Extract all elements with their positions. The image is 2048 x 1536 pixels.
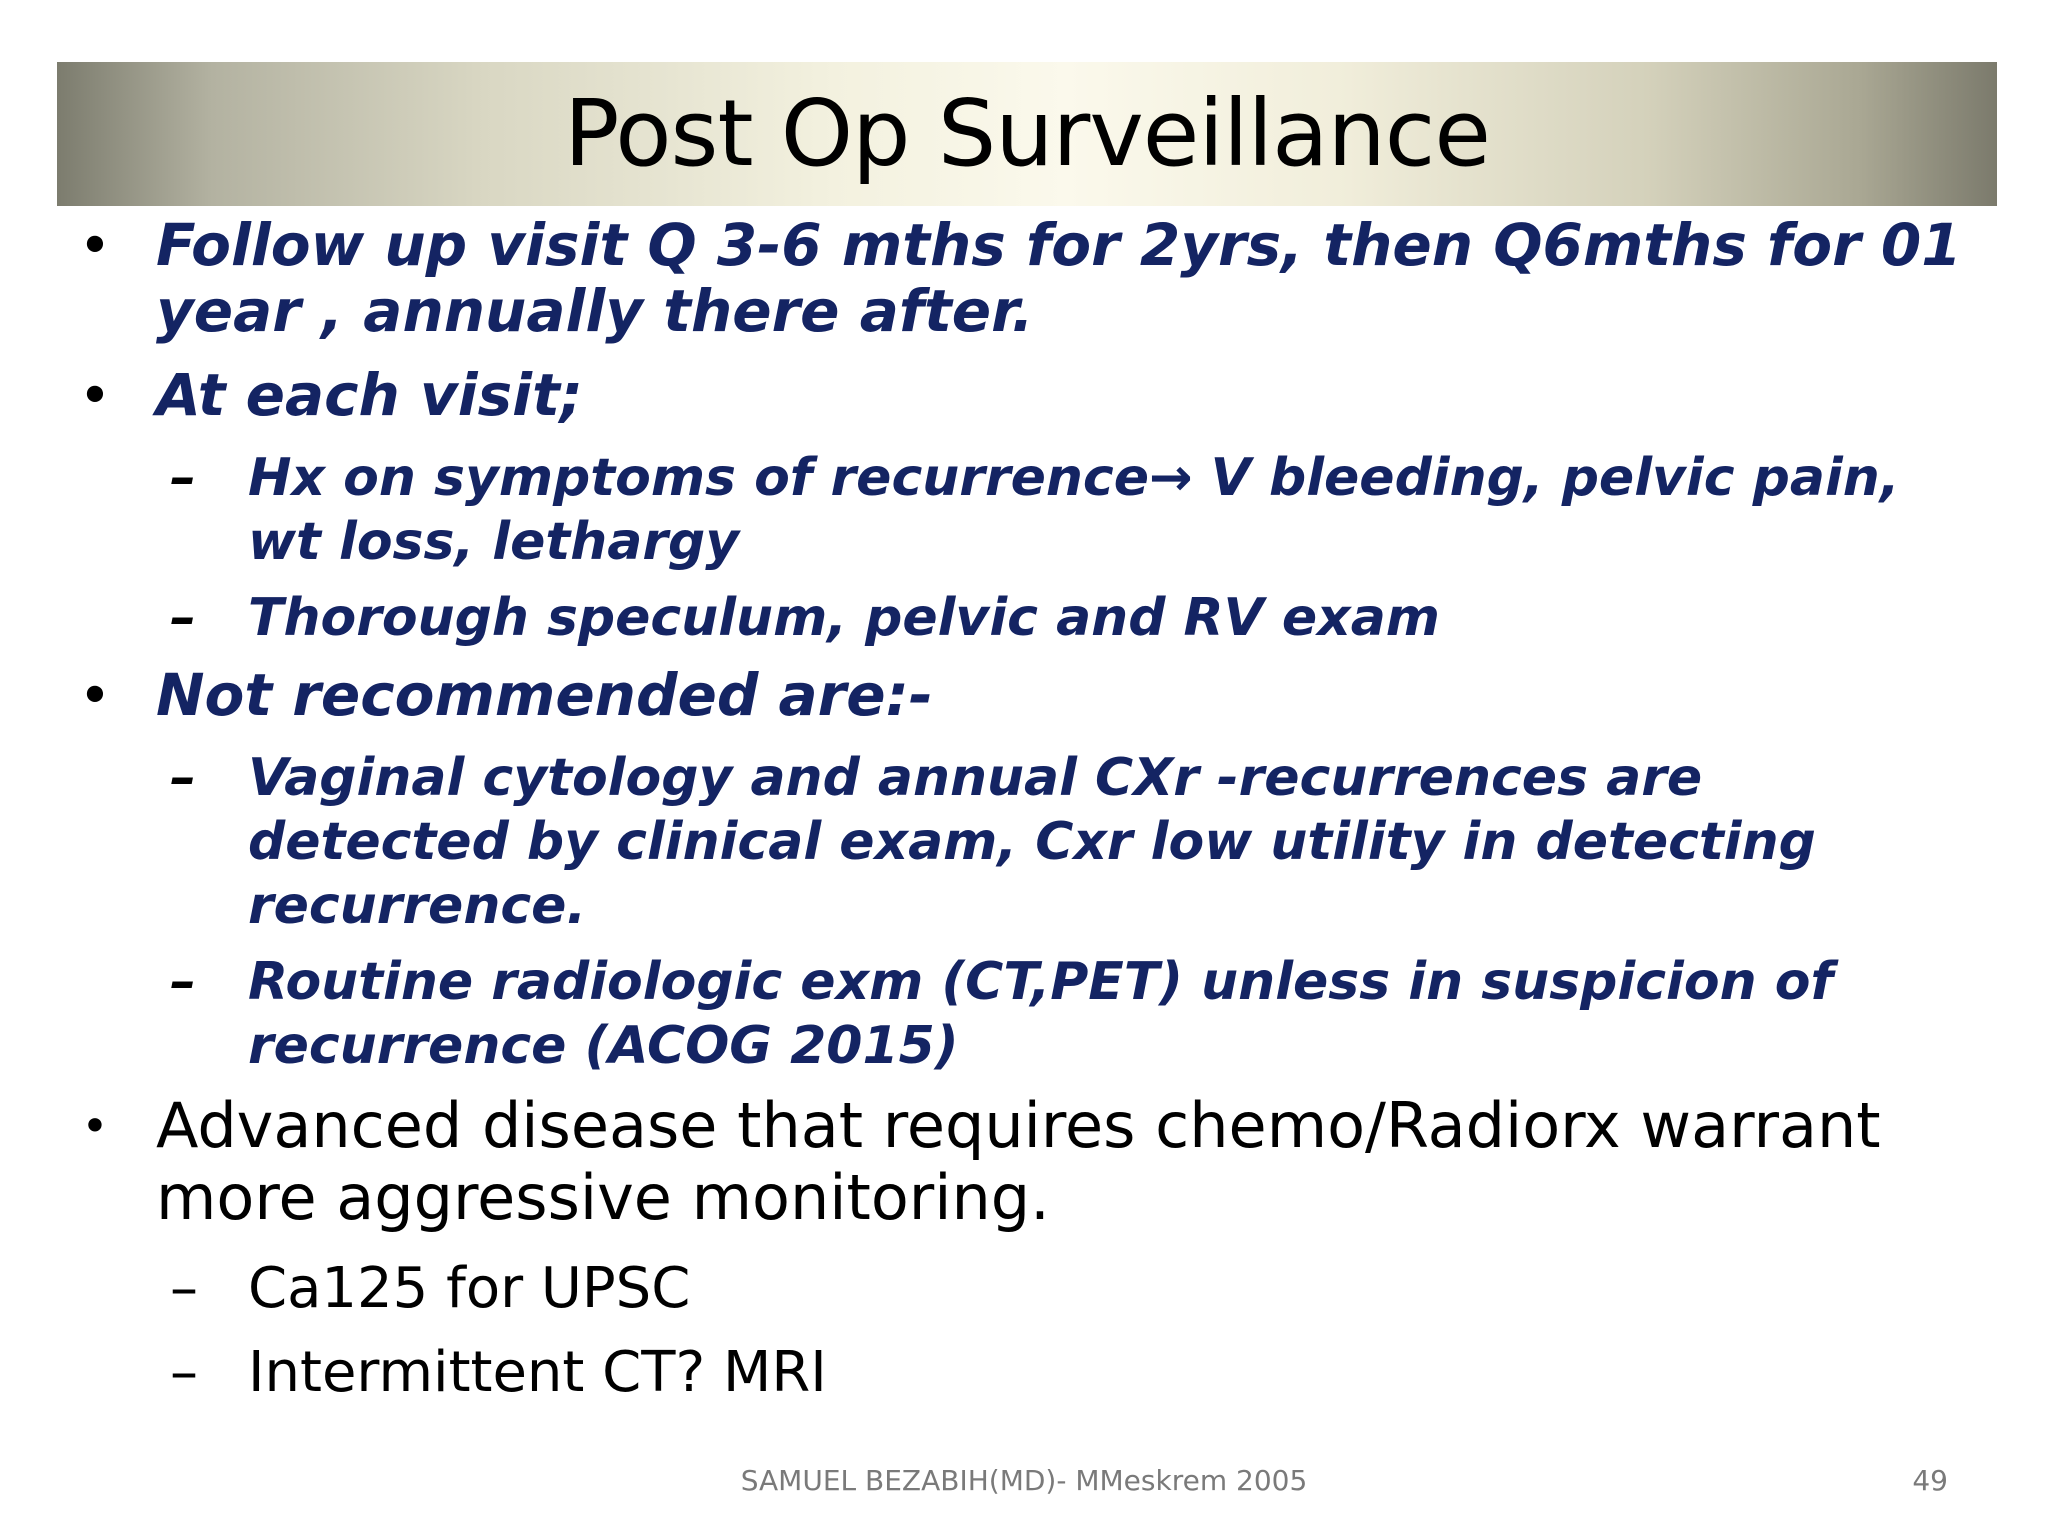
bullet-item	[70, 662, 1970, 728]
sub-bullet-item	[70, 746, 1970, 938]
bullet-item	[70, 212, 1970, 344]
slide-title: Post Op Surveillance	[564, 80, 1490, 187]
sub-bullet-text: Thorough speculum, pelvic and RV exam	[248, 588, 1440, 648]
sub-bullet-item	[70, 1256, 1970, 1322]
sub-bullet-item	[70, 1340, 1970, 1406]
sub-bullet-text: Intermittent CT? MRI	[248, 1340, 827, 1405]
bullet-marker: •	[80, 668, 110, 722]
sub-bullet-text: Hx on symptoms of recurrence→ V bleeding, pelvic pain, wt loss, lethargy	[248, 448, 1900, 572]
sub-bullet-text: Routine radiologic exm (CT,PET) unless in suspicion of recurrence (ACOG 2015)	[248, 952, 1834, 1076]
slide-footer: SAMUEL BEZABIH(MD)- MMeskrem 2005	[740, 1464, 1308, 1497]
title-bar	[57, 62, 1997, 206]
sub-bullet-item	[70, 586, 1970, 650]
bullet-text: At each visit;	[156, 361, 583, 429]
dash-marker: –	[170, 952, 196, 1012]
bullet-text: Not recommended are:-	[156, 661, 933, 729]
sub-bullet-item	[70, 950, 1970, 1078]
bullet-marker: •	[81, 1099, 109, 1153]
bullet-item	[70, 362, 1970, 428]
bullet-item	[70, 1090, 1970, 1234]
bullet-marker: •	[80, 368, 110, 422]
bullet-text: Advanced disease that requires chemo/Radiorx warrant more aggressive monitoring.	[156, 1089, 1881, 1234]
dash-marker: –	[170, 1256, 198, 1321]
dash-marker: –	[170, 588, 196, 648]
page-number: 49	[1912, 1464, 1948, 1497]
dash-marker: –	[170, 1340, 198, 1405]
sub-bullet-text: Vaginal cytology and annual CXr -recurrences are detected by clinical exam, Cxr low utility in detecting recurrence.	[248, 748, 1816, 936]
bullet-marker: •	[80, 218, 110, 272]
sub-bullet-text: Ca125 for UPSC	[248, 1256, 691, 1321]
slide-content	[70, 212, 1970, 1424]
sub-bullet-item	[70, 446, 1970, 574]
bullet-text: Follow up visit Q 3-6 mths for 2yrs, then Q6mths for 01 year , annually there after.	[156, 211, 1962, 345]
dash-marker: –	[170, 748, 196, 808]
dash-marker: –	[170, 448, 196, 508]
